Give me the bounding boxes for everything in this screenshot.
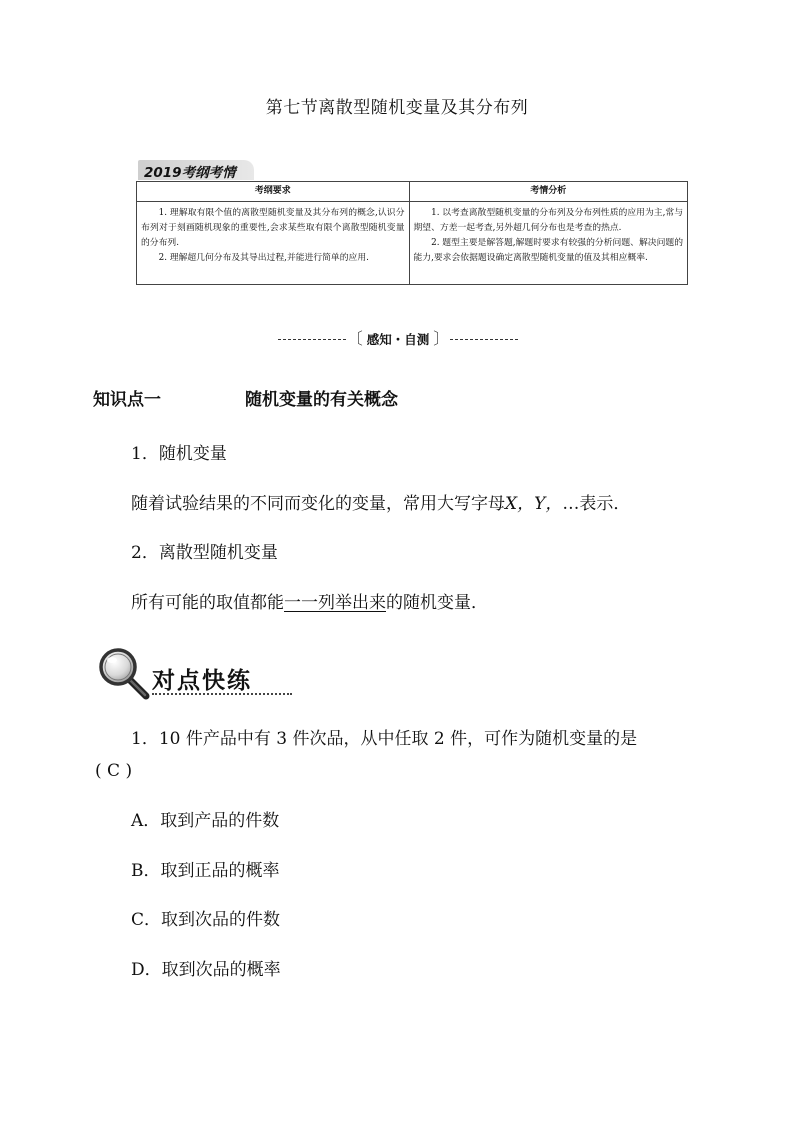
requirement-item: 2. 理解超几何分布及其导出过程,并能进行简单的应用. (158, 253, 369, 263)
item2-body (131, 588, 488, 613)
item1-heading: 1．随机变量 (131, 444, 227, 464)
item1-body (131, 489, 630, 514)
analysis-item: 1. 以考查离散型随机变量的分布列及分布列性质的应用为主,常与期望、方差一起考查,另外超几何分布也是考查的热点. (413, 208, 683, 233)
divider-left-bracket: 〔 (346, 329, 363, 348)
table-row (137, 202, 688, 285)
question-stem: 1．10 件产品中有 3 件次品，从中任取 2 件，可作为随机变量的是 (131, 729, 638, 749)
option-a: A．取到产品的件数 (131, 811, 280, 831)
item2-underlined-answer: 一一列举出来 (284, 593, 386, 613)
option-b: B．取到正品的概率 (131, 861, 280, 881)
practice-header (96, 646, 292, 702)
syllabus-requirements-header: 考纲要求 (137, 182, 410, 202)
divider-dash-left (278, 339, 346, 340)
exam-analysis-cell (409, 202, 688, 285)
item1-body-text: 随着试验结果的不同而变化的变量，常用大写字母 (131, 494, 505, 514)
practice-header-underline (152, 693, 292, 695)
answer-blank: ( C ) (95, 761, 133, 781)
item1-body-variables: X，Y， (505, 494, 563, 514)
item2-body-end: 的随机变量． (386, 593, 488, 613)
exam-syllabus-tag (138, 160, 254, 180)
exam-syllabus-tag-label: 2019考纲考情 (144, 165, 236, 181)
knowledge-point-title: 随机变量的有关概念 (245, 390, 398, 410)
item1-body-end: …表示． (562, 494, 631, 514)
item2-heading: 2．离散型随机变量 (131, 543, 278, 563)
option-c: C．取到次品的件数 (131, 910, 281, 930)
divider-right-bracket: 〕 (433, 329, 450, 348)
section-label: 感知・自测 (366, 332, 430, 347)
option-d: D．取到次品的概率 (131, 960, 281, 980)
syllabus-requirements-cell (137, 202, 410, 285)
section-divider (278, 328, 518, 350)
analysis-item: 2. 题型主要是解答题,解题时要求有较强的分析问题、解决问题的能力,要求会依据题设确定离散型随机变量的值及其相应概率. (413, 238, 683, 263)
magnifier-icon (96, 646, 158, 702)
knowledge-point-number: 知识点一 (93, 390, 161, 410)
practice-header-label: 对点快练 (152, 668, 252, 694)
requirement-item: 1. 理解取有限个值的离散型随机变量及其分布列的概念,认识分布列对于刻画随机现象的重要性,会求某些取有限个离散型随机变量的分布列. (141, 208, 405, 248)
table-header-row (137, 182, 688, 202)
divider-dash-right (450, 339, 518, 340)
exam-syllabus-table (136, 181, 688, 285)
exam-analysis-header: 考情分析 (409, 182, 688, 202)
page-title: 第七节离散型随机变量及其分布列 (265, 98, 529, 118)
item2-body-text: 所有可能的取值都能 (131, 593, 284, 613)
